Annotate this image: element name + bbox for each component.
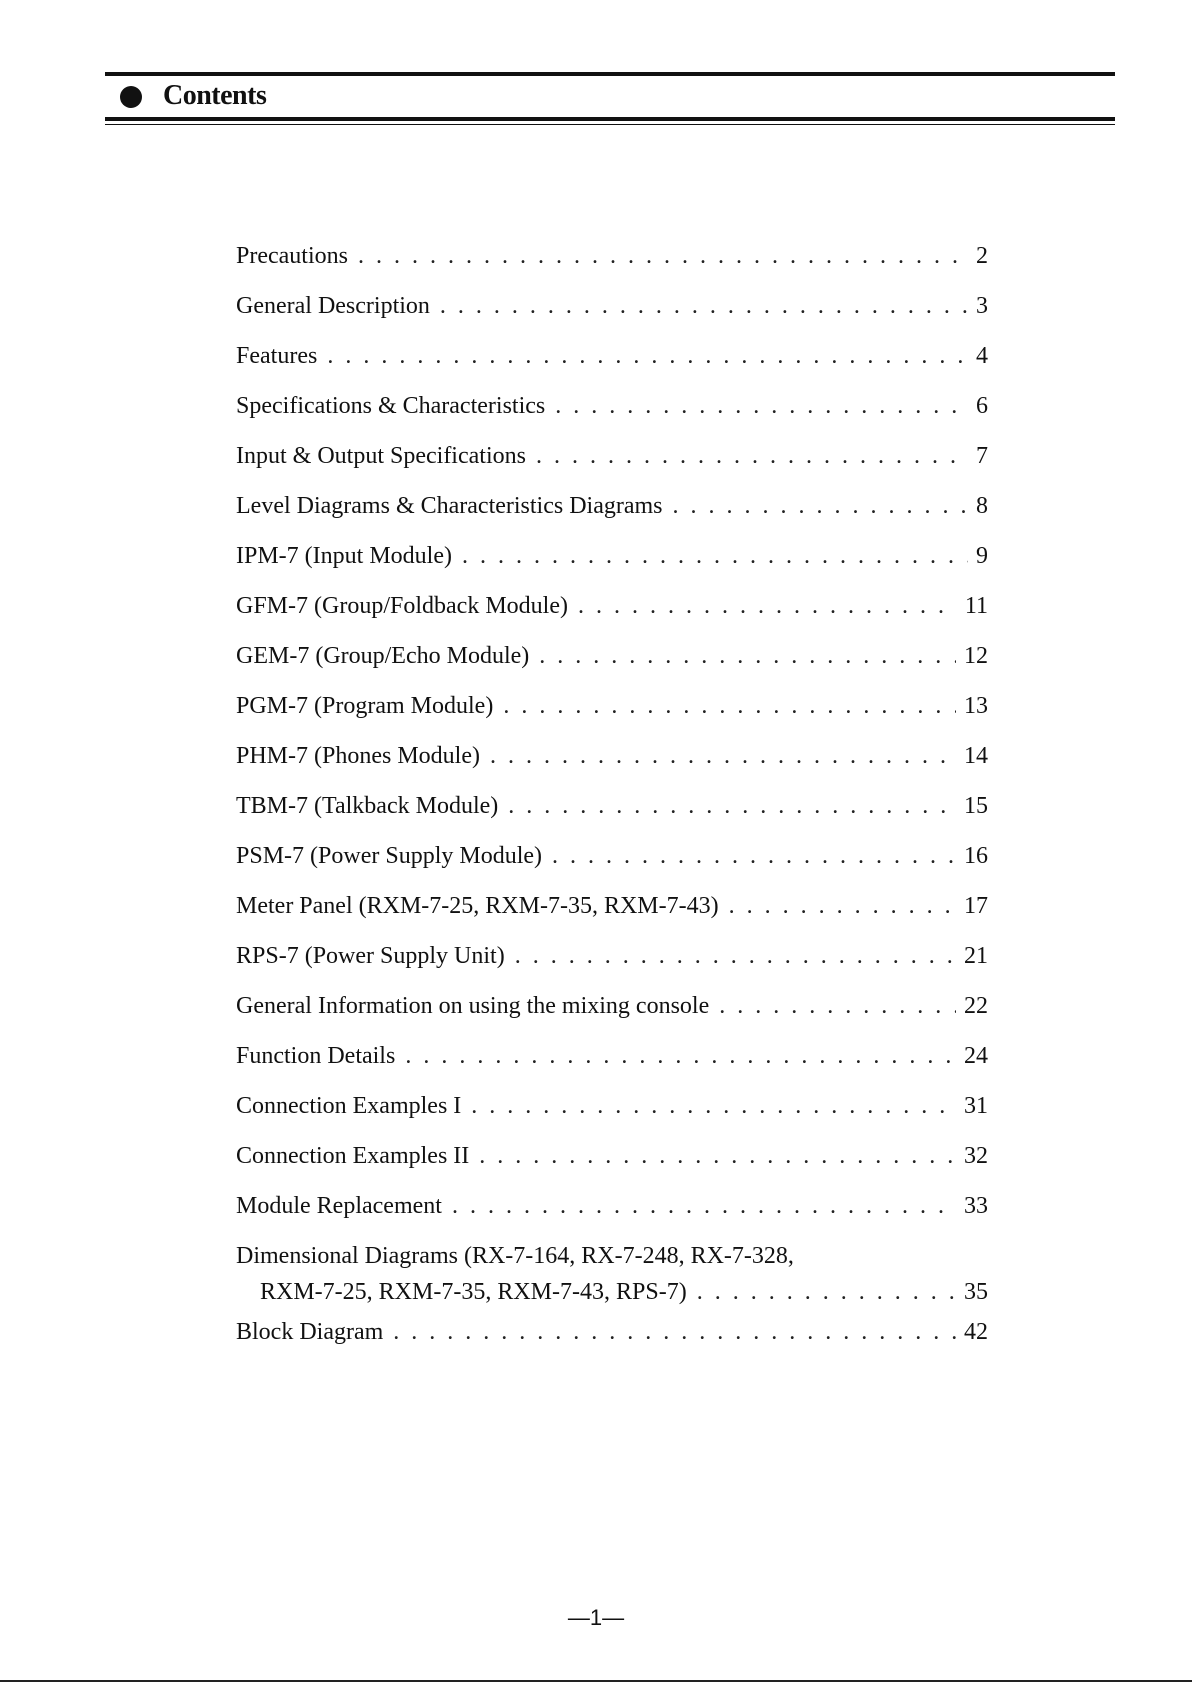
toc-entry-page: 24: [964, 1043, 988, 1069]
toc-entry-title: General Information on using the mixing console: [236, 993, 710, 1019]
dot-leader: [358, 242, 968, 270]
toc-entry-title: Input & Output Specifications: [236, 443, 526, 469]
toc-entry-title: GEM-7 (Group/Echo Module): [236, 643, 530, 669]
toc-entry-gem-7[interactable]: [236, 642, 988, 692]
dot-leader: [452, 1192, 956, 1220]
toc-entry-page: 12: [964, 643, 988, 669]
dot-leader: [719, 992, 956, 1020]
toc-entry-precautions[interactable]: [236, 242, 988, 292]
toc-entry-function-details[interactable]: [236, 1042, 988, 1092]
toc-entry-title: IPM-7 (Input Module): [236, 543, 452, 569]
toc-entry-page: 31: [964, 1093, 988, 1119]
dot-leader: [462, 542, 968, 570]
toc-entry-title: Connection Examples II: [236, 1143, 470, 1169]
toc-entry-psm-7[interactable]: [236, 842, 988, 892]
toc-entry-level-diagrams[interactable]: [236, 492, 988, 542]
toc-entry-title: RPS-7 (Power Supply Unit): [236, 943, 505, 969]
toc-entry-title: Connection Examples I: [236, 1093, 462, 1119]
contents-header: [105, 72, 1115, 128]
toc-entry-title-line1: Dimensional Diagrams (RX-7-164, RX-7-248, RX-7-328,: [236, 1243, 794, 1269]
toc-entry-gfm-7[interactable]: [236, 592, 988, 642]
dot-leader: [729, 892, 956, 920]
toc-entry-tbm-7[interactable]: [236, 792, 988, 842]
toc-entry-title: Specifications & Characteristics: [236, 393, 546, 419]
toc-entry-page: 7: [976, 443, 988, 469]
toc-entry-phm-7[interactable]: [236, 742, 988, 792]
toc-entry-module-replacement[interactable]: [236, 1192, 988, 1242]
toc-entry-title: Meter Panel (RXM-7-25, RXM-7-35, RXM-7-43): [236, 893, 719, 919]
toc-entry-io-specifications[interactable]: [236, 442, 988, 492]
toc-entry-connection-examples-1[interactable]: [236, 1092, 988, 1142]
page-number: —1—: [567, 1605, 625, 1630]
page-title: Contents: [163, 80, 267, 111]
toc-entry-title: Block Diagram: [236, 1319, 384, 1345]
dot-leader: [697, 1278, 956, 1306]
toc-entry-features[interactable]: [236, 342, 988, 392]
toc-entry-ipm-7[interactable]: [236, 542, 988, 592]
toc-entry-page: 15: [964, 793, 988, 819]
toc-entry-general-information[interactable]: [236, 992, 988, 1042]
toc-entry-title: PGM-7 (Program Module): [236, 693, 494, 719]
toc-entry-page: 35: [964, 1279, 988, 1305]
dot-leader: [405, 1042, 956, 1070]
toc-entry-title: Features: [236, 343, 318, 369]
dot-leader: [536, 442, 968, 470]
toc-entry-title: Function Details: [236, 1043, 396, 1069]
dot-leader: [515, 942, 956, 970]
toc-entry-page: 11: [964, 593, 988, 619]
toc-entry-connection-examples-2[interactable]: [236, 1142, 988, 1192]
toc-entry-title-line2: RXM-7-25, RXM-7-35, RXM-7-43, RPS-7): [260, 1279, 687, 1305]
bullet-icon: [120, 86, 142, 108]
toc-entry-title: Level Diagrams & Characteristics Diagrams: [236, 493, 663, 519]
toc-entry-block-diagram[interactable]: [236, 1318, 988, 1368]
toc-entry-page: 6: [976, 393, 988, 419]
toc-entry-page: 4: [976, 343, 988, 369]
toc-entry-page: 2: [976, 243, 988, 269]
toc-entry-page: 8: [976, 493, 988, 519]
toc-entry-page: 32: [964, 1143, 988, 1169]
toc-entry-rps-7[interactable]: [236, 942, 988, 992]
toc-entry-dimensional-diagrams[interactable]: [236, 1242, 988, 1318]
dot-leader: [479, 1142, 956, 1170]
toc-entry-page: 22: [964, 993, 988, 1019]
toc-entry-title: PHM-7 (Phones Module): [236, 743, 480, 769]
dot-leader: [471, 1092, 956, 1120]
toc-entry-page: 42: [964, 1319, 988, 1345]
dot-leader: [508, 792, 956, 820]
dot-leader: [393, 1318, 956, 1346]
toc-entry-page: 3: [976, 293, 988, 319]
dot-leader: [490, 742, 956, 770]
toc-entry-page: 17: [964, 893, 988, 919]
dot-leader: [578, 592, 957, 620]
toc-entry-title: Precautions: [236, 243, 348, 269]
header-rule-bottom-thin: [105, 124, 1115, 125]
toc-entry-page: 33: [964, 1193, 988, 1219]
toc-entry-title: General Description: [236, 293, 430, 319]
header-rule-top: [105, 72, 1115, 76]
toc-entry-meter-panel[interactable]: [236, 892, 988, 942]
toc-entry-title: Module Replacement: [236, 1193, 442, 1219]
dot-leader: [673, 492, 968, 520]
bottom-edge-rule: [0, 1680, 1192, 1682]
toc-entry-page: 21: [964, 943, 988, 969]
toc-entry-title: GFM-7 (Group/Foldback Module): [236, 593, 568, 619]
toc-entry-page: 9: [976, 543, 988, 569]
toc-entry-page: 13: [964, 693, 988, 719]
toc-entry-title: PSM-7 (Power Supply Module): [236, 843, 543, 869]
dot-leader: [555, 392, 968, 420]
dot-leader: [539, 642, 956, 670]
toc-entry-general-description[interactable]: [236, 292, 988, 342]
toc-entry-line2: [236, 1278, 988, 1306]
header-rule-bottom: [105, 117, 1115, 121]
toc-entry-specifications[interactable]: [236, 392, 988, 442]
dot-leader: [552, 842, 956, 870]
table-of-contents: [236, 242, 988, 1368]
dot-leader: [440, 292, 968, 320]
toc-entry-page: 16: [964, 843, 988, 869]
dot-leader: [503, 692, 956, 720]
dot-leader: [327, 342, 968, 370]
toc-entry-title: TBM-7 (Talkback Module): [236, 793, 499, 819]
toc-entry-page: 14: [964, 743, 988, 769]
toc-entry-pgm-7[interactable]: [236, 692, 988, 742]
